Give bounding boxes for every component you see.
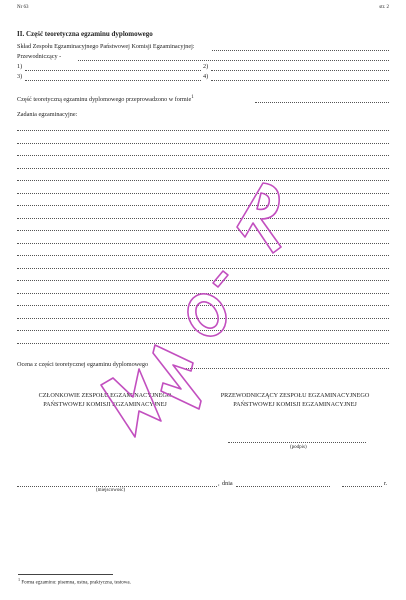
form-label: Część teoretyczną egzaminu dyplomowego przeprowadzono w formie$^1$ [17,95,194,104]
date-comma: , [218,480,220,487]
task-line [17,155,389,156]
chairman-line [78,60,389,61]
form-line [255,102,389,103]
date-label: dnia [222,480,233,487]
task-line [17,143,389,144]
date-year-line [342,486,382,487]
year-suffix: r. [384,480,388,487]
member-3-label: 3) [17,73,23,80]
member-1-line [25,70,201,71]
member-4-label: 4) [203,73,209,80]
member-4-line [211,80,389,81]
page-number: str. 2 [379,5,389,10]
document-number: Nr 63 [17,5,29,10]
place-caption: (miejscowość) [96,488,126,493]
task-line [17,168,389,169]
footnote-rule [18,574,113,575]
tasks-label: Zadania egzaminacyjne: [17,111,78,118]
footnote: $^1$ Forma egzaminu: pisemna, ustna, praktyczna, testowa. [18,577,131,586]
wzor-watermark [95,175,295,445]
date-day-line [236,486,330,487]
chair-signature-heading: PRZEWODNICZĄCY ZESPOŁU EGZAMINACYJNEGO PAŃSTWOWEJ KOMISJI EGZAMINACYJNEJ [220,392,370,408]
members-signature-heading: CZŁONKOWIE ZESPOŁU EGZAMINACYJNEGO PAŃSTWOWEJ KOMISJI EGZAMINACYJNEJ [38,392,172,408]
committee-line [212,50,389,51]
committee-label: Skład Zespołu Egzaminacyjnego Państwowej Komisji Egzaminacyjnej: [17,43,195,50]
chairman-label: Przewodniczący - [17,53,62,60]
grade-label: Ocena z części teoretycznej egzaminu dyplomowego [17,361,149,368]
signature-caption: (podpis) [290,445,307,450]
member-2-label: 2) [203,63,209,70]
place-line [17,486,217,487]
task-line [17,130,389,131]
member-2-line [211,70,389,71]
member-1-label: 1) [17,63,23,70]
section-title: II. Część teoretyczna egzaminu dyplomowego [17,30,153,38]
member-3-line [25,80,201,81]
